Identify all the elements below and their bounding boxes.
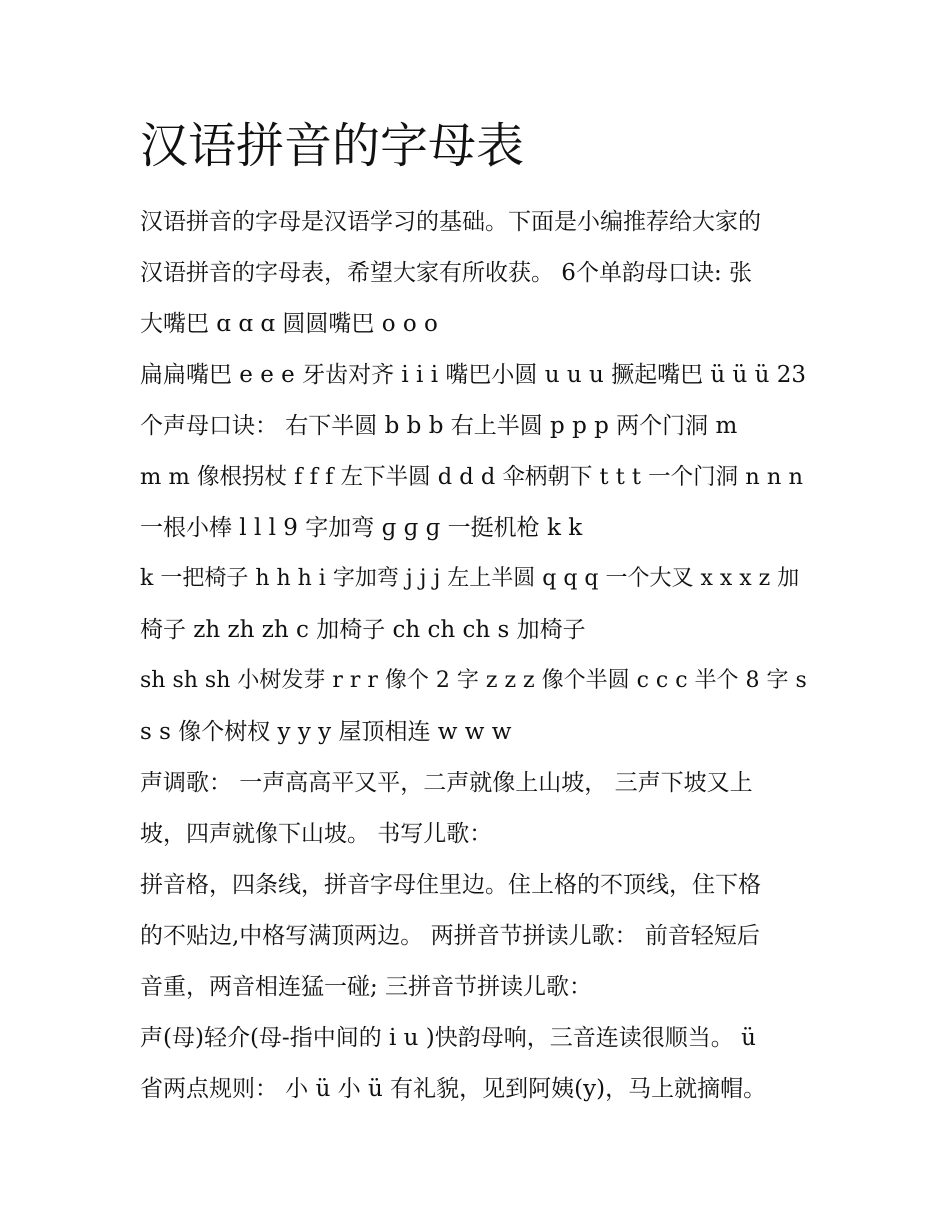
paragraph-line: k 一把椅子 h h h i 字加弯 j j j 左上半圆 q q q 一个大叉 x x x z 加: [140, 566, 800, 591]
paragraph-line: m m 像根拐杖 f f f 左下半圆 d d d 伞柄朝下 t t t 一个门洞 n n n: [140, 464, 804, 490]
paragraph-line: 声(母)轻介(母-指中间的 i u )快韵母响，三音连读很顺当。 ü: [140, 1025, 756, 1051]
paragraph-line: 省两点规则： 小 ü 小 ü 有礼貌，见到阿姨(y)，马上就摘帽。: [140, 1076, 767, 1102]
paragraph-line: 汉语拼音的字母表，希望大家有所收获。 6个单韵母口诀: 张: [140, 260, 753, 286]
paragraph-line: sh sh sh 小树发芽 r r r 像个 2 字 z z z 像个半圆 c c c 半个 8 字 s: [140, 668, 807, 693]
paragraph-line: 一根小棒 l l l 9 字加弯 ɡ ɡ ɡ 一挺机枪 k k: [140, 515, 583, 541]
paragraph-line: 坡，四声就像下山坡。 书写儿歌：: [140, 821, 493, 847]
paragraph-line: 音重，两音相连猛一碰; 三拼音节拼读儿歌：: [140, 974, 593, 1000]
paragraph-line: 大嘴巴 ɑ ɑ ɑ 圆圆嘴巴 o o o: [140, 311, 438, 337]
paragraph-line: 个声母口诀： 右下半圆 b b b 右上半圆 p p p 两个门洞 m: [140, 413, 738, 439]
paragraph-line: 椅子 zh zh zh c 加椅子 ch ch ch s 加椅子: [140, 617, 586, 643]
paragraph-line: s s 像个树杈 y y y 屋顶相连 w w w: [140, 719, 512, 745]
paragraph-line: 汉语拼音的字母是汉语学习的基础。下面是小编推荐给大家的: [140, 209, 761, 235]
document-title: 汉语拼音的字母表: [140, 118, 525, 174]
paragraph-line: 的不贴边,中格写满顶两边。 两拼音节拼读儿歌： 前音轻短后: [140, 923, 760, 949]
document-page: [140, 0, 820, 1229]
paragraph-line: 扁扁嘴巴 e e e 牙齿对齐 i i i 嘴巴小圆 u u u 撅起嘴巴 ü ü ü 23: [140, 362, 807, 388]
paragraph-line: 拼音格，四条线，拼音字母住里边。住上格的不顶线，住下格: [140, 872, 761, 898]
paragraph-line: 声调歌： 一声高高平又平，二声就像上山坡， 三声下坡又上: [140, 770, 753, 796]
